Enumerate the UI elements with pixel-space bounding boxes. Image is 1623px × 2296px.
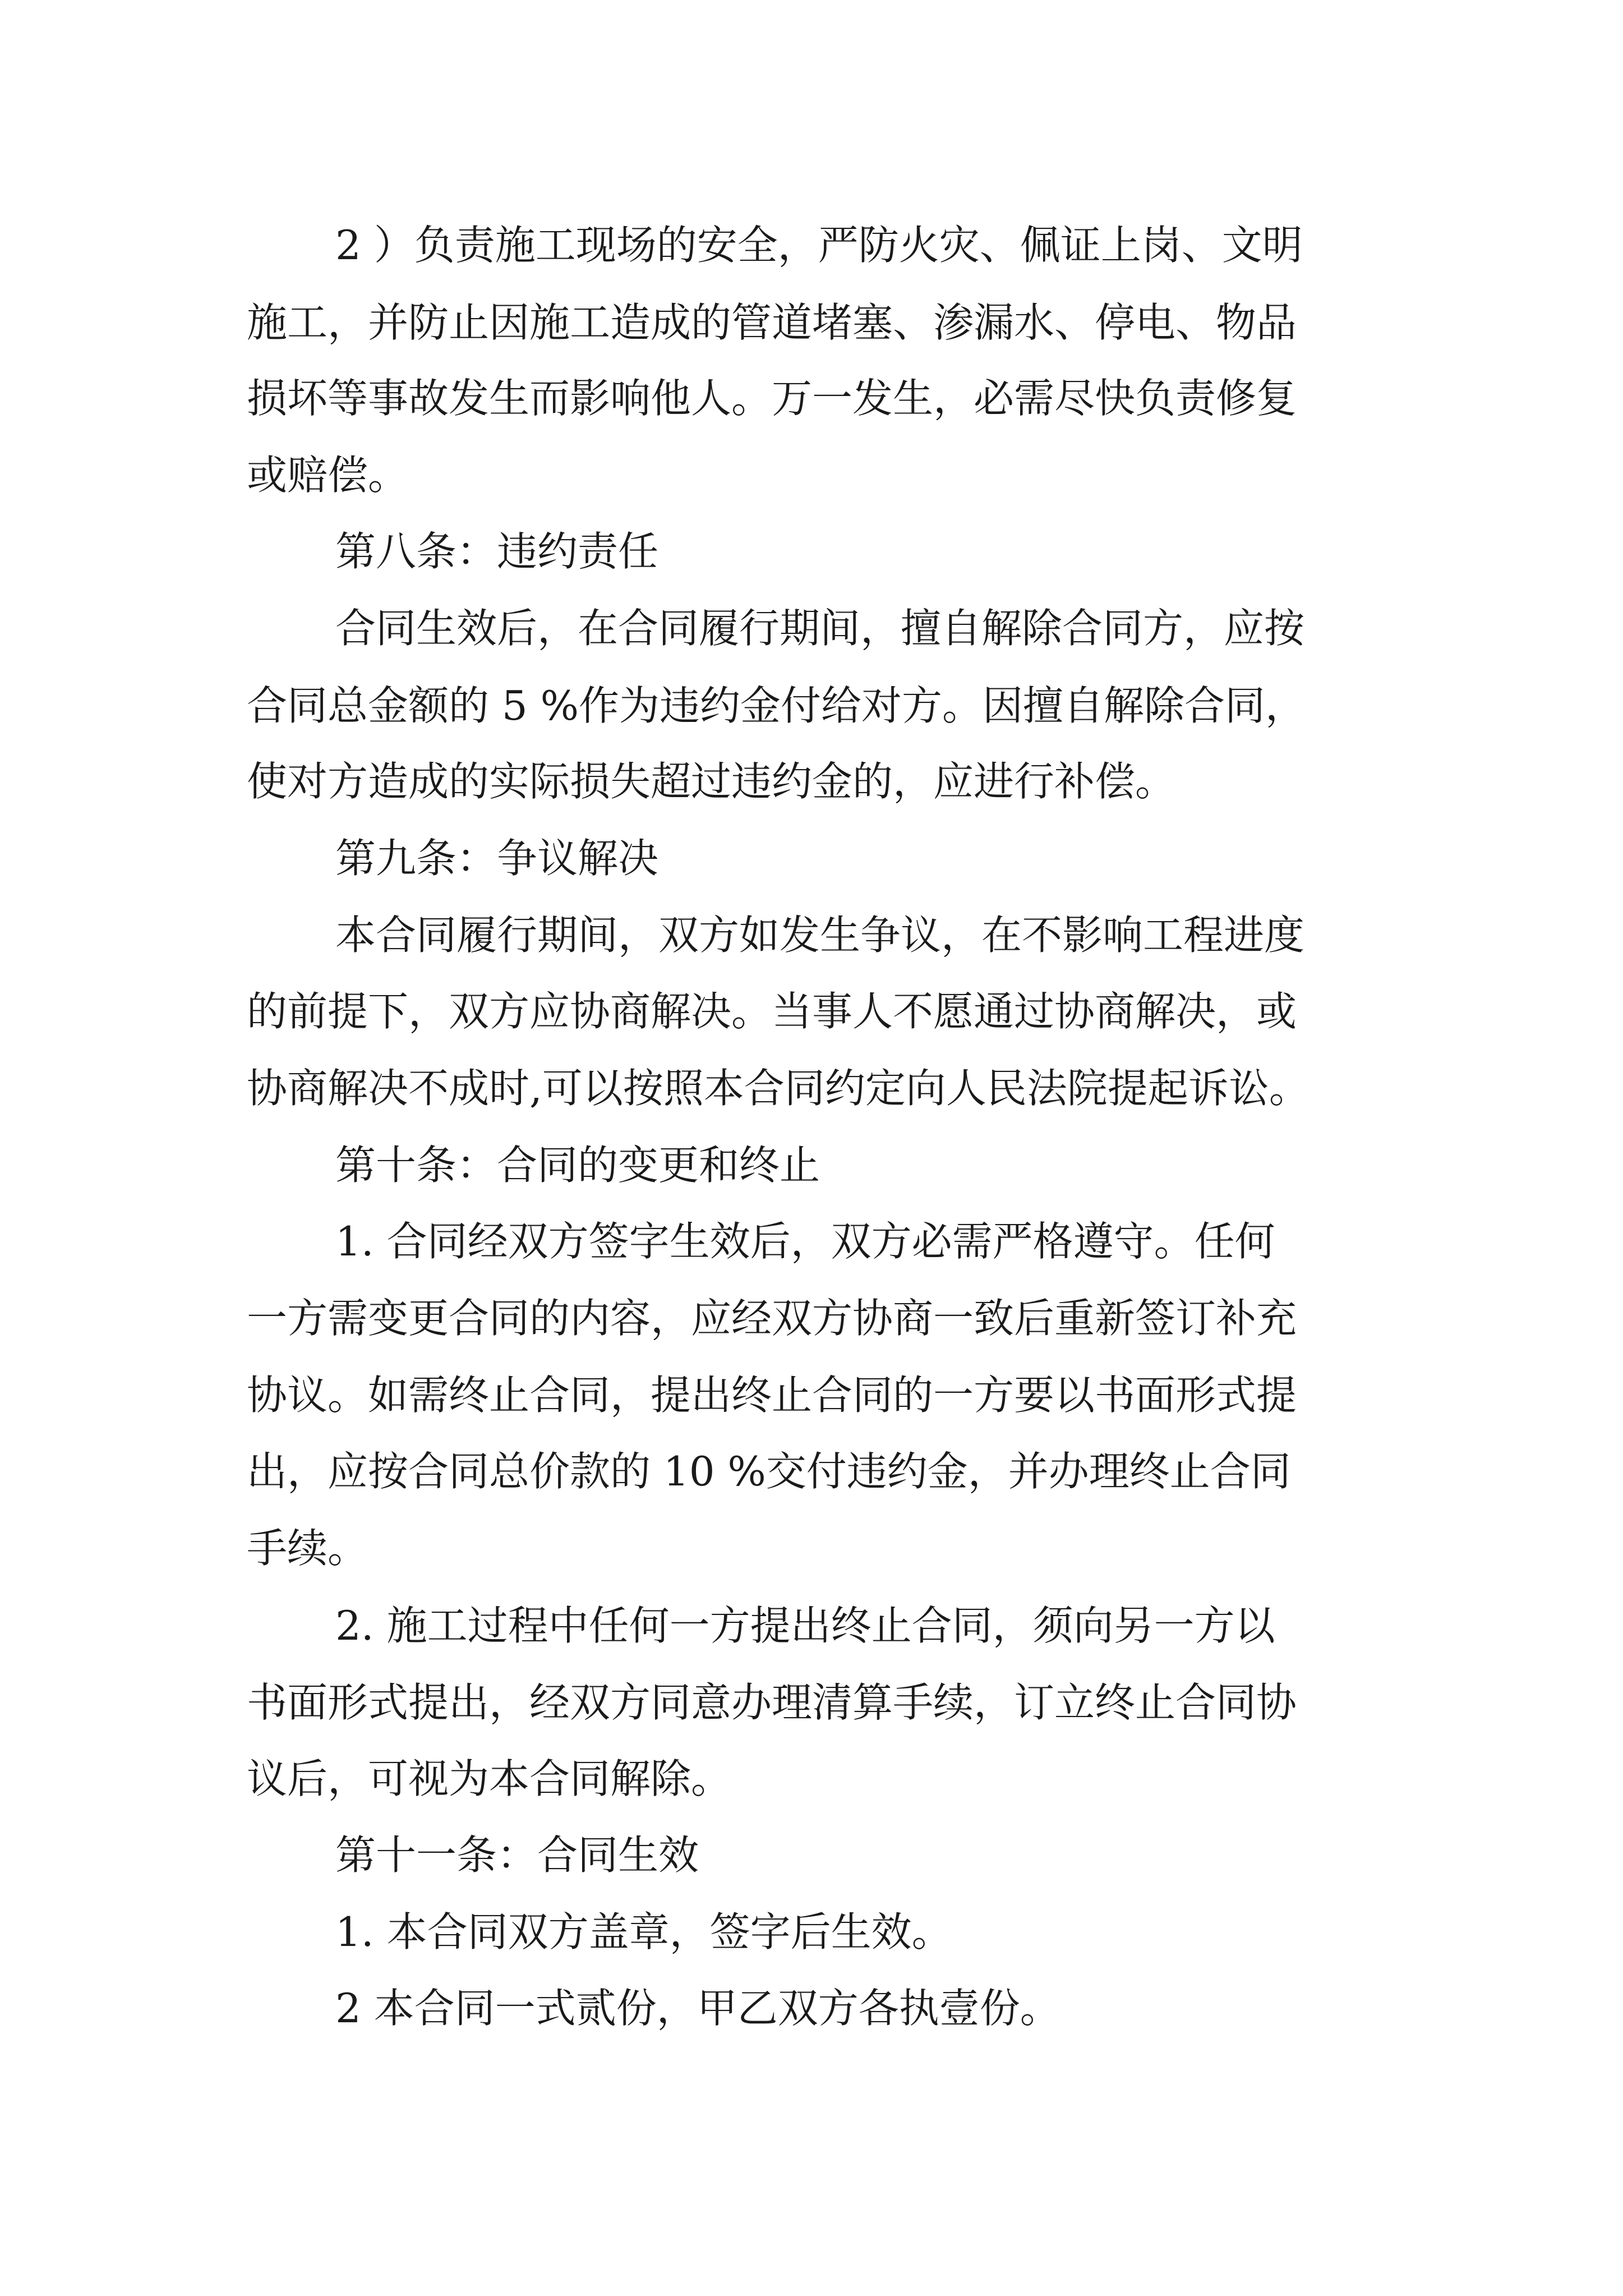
text-line: 或赔偿。 — [247, 452, 409, 499]
text-line: 合同生效后，在合同履行期间，擅自解除合同方，应按 — [335, 605, 1305, 652]
section-heading: 第十条：合同的变更和终止 — [335, 1142, 820, 1189]
text-line: 合同总金额的 5 %作为违约金付给对方。因擅自解除合同， — [247, 682, 1306, 729]
text-line: 议后，可视为本合同解除。 — [247, 1755, 732, 1802]
text-line: 损坏等事故发生而影响他人。万一发生，必需尽快负责修复 — [247, 375, 1297, 422]
section-heading: 第十一条：合同生效 — [335, 1832, 699, 1879]
text-line: 协商解决不成时,可以按照本合同约定向人民法院提起诉讼。 — [247, 1065, 1310, 1112]
section-heading: 第八条：违约责任 — [335, 528, 659, 575]
text-line: 的前提下，双方应协商解决。当事人不愿通过协商解决，或 — [247, 988, 1297, 1035]
text-line: 出，应按合同总价款的 10 %交付违约金，并办理终止合同 — [247, 1448, 1291, 1495]
text-line: 协议。如需终止合同，提出终止合同的一方要以书面形式提 — [247, 1372, 1297, 1419]
text-line: 1. 合同经双方签字生效后，双方必需严格遵守。任何 — [335, 1218, 1275, 1265]
text-line: 施工，并防止因施工造成的管道堵塞、渗漏水、停电、物品 — [247, 299, 1297, 346]
text-line: 2 本合同一式贰份，甲乙双方各执壹份。 — [335, 1985, 1061, 2032]
text-line: 一方需变更合同的内容，应经双方协商一致后重新签订补充 — [247, 1295, 1297, 1342]
text-line: 使对方造成的实际损失超过违约金的，应进行补偿。 — [247, 758, 1176, 805]
text-line: 手续。 — [247, 1525, 368, 1572]
text-line: 书面形式提出，经双方同意办理清算手续，订立终止合同协 — [247, 1679, 1297, 1726]
text-line: 2 ）负责施工现场的安全，严防火灾、佩证上岗、文明 — [335, 222, 1303, 269]
text-line: 1. 本合同双方盖章，签字后生效。 — [335, 1908, 952, 1955]
text-line: 2. 施工过程中任何一方提出终止合同，须向另一方以 — [335, 1602, 1275, 1649]
text-line: 本合同履行期间，双方如发生争议，在不影响工程进度 — [335, 912, 1305, 959]
section-heading: 第九条：争议解决 — [335, 835, 659, 882]
